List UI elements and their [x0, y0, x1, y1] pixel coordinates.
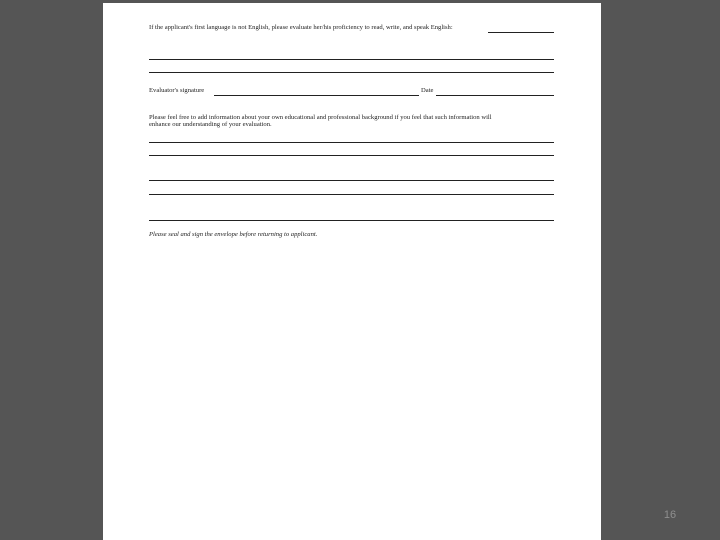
document-page — [103, 3, 601, 540]
seal-envelope-note: Please seal and sign the envelope before returning to applicant. — [149, 231, 318, 238]
background-prompt-line-2: enhance our understanding of your evaluation. — [149, 121, 272, 128]
date-label: Date — [421, 87, 434, 94]
english-proficiency-inline-line[interactable] — [488, 32, 554, 33]
background-answer-line[interactable] — [149, 220, 554, 221]
background-answer-line[interactable] — [149, 155, 554, 156]
slide-number: 16 — [663, 509, 677, 521]
background-answer-line[interactable] — [149, 180, 554, 181]
background-answer-line[interactable] — [149, 142, 554, 143]
background-prompt-line-1: Please feel free to add information about your own educational and professional background if you feel that such information will — [149, 114, 492, 121]
evaluator-signature-label: Evaluator's signature — [149, 87, 205, 94]
background-answer-line[interactable] — [149, 194, 554, 195]
english-proficiency-prompt: If the applicant's first language is not English, please evaluate her/his proficiency to read, write, and speak English: — [149, 24, 453, 31]
date-line[interactable] — [436, 95, 554, 96]
english-proficiency-line[interactable] — [149, 59, 554, 60]
evaluator-signature-line[interactable] — [214, 95, 419, 96]
english-proficiency-line[interactable] — [149, 72, 554, 73]
